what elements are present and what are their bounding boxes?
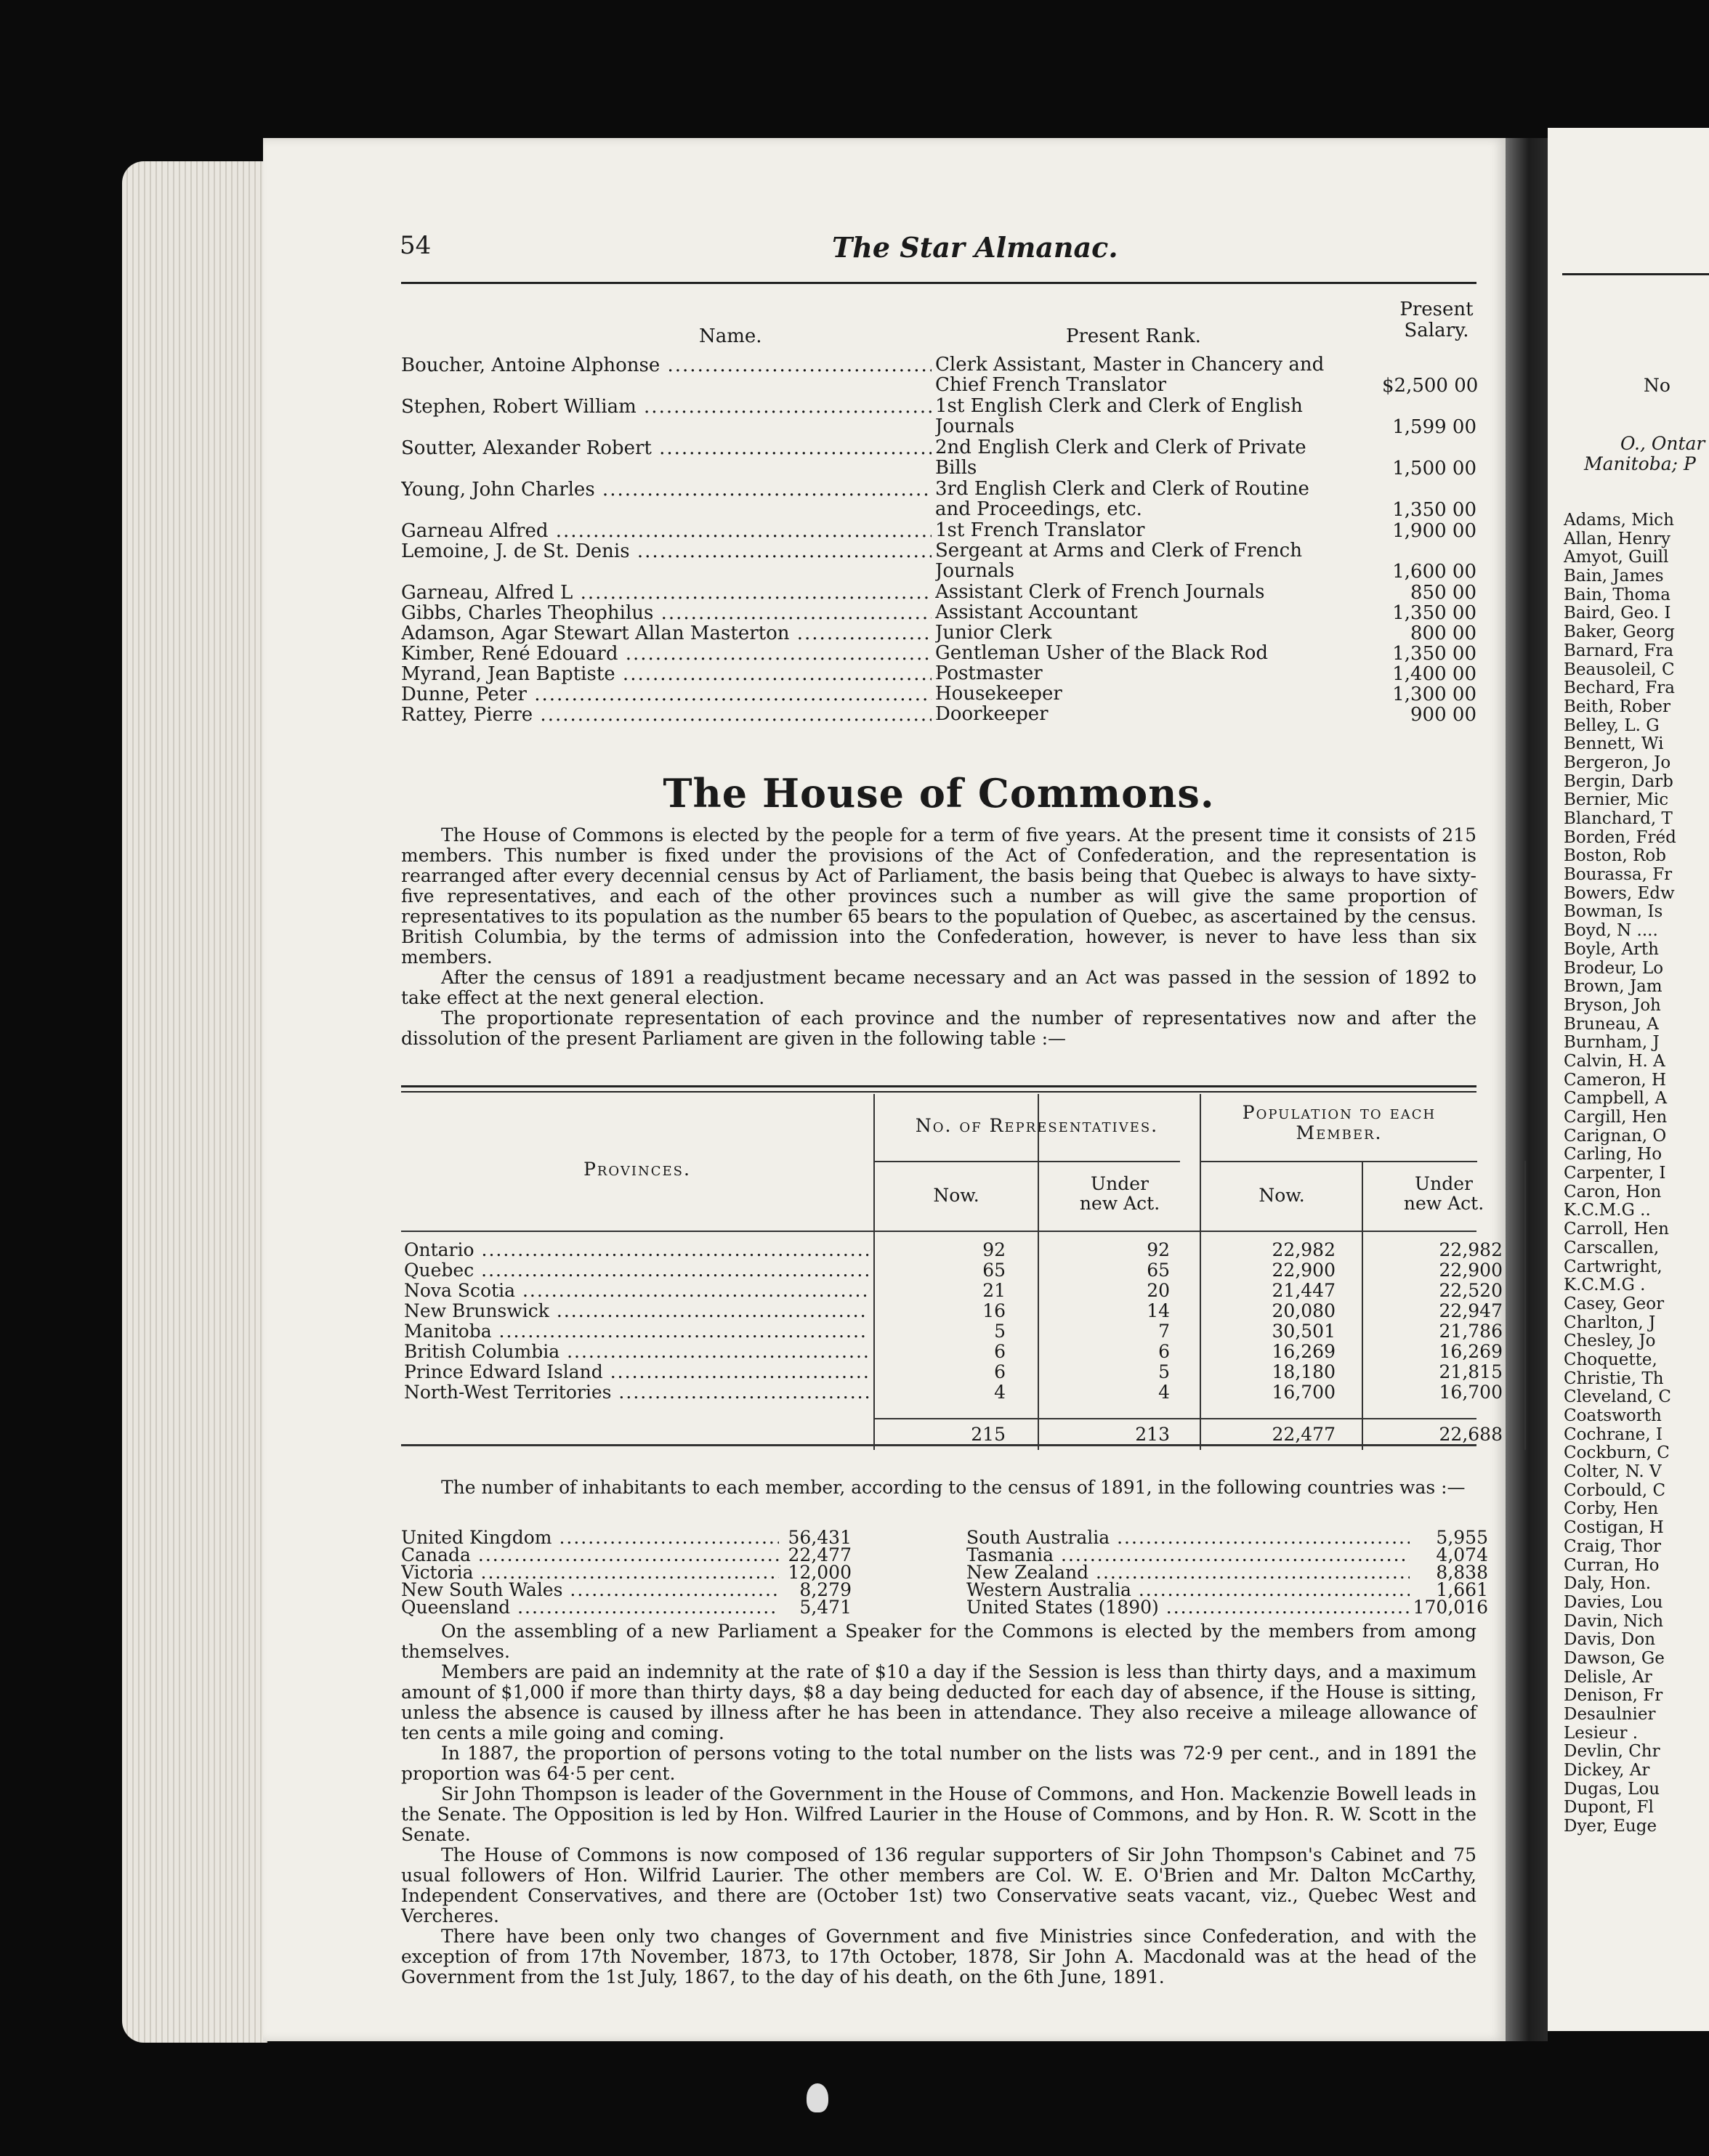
staff-rank: Clerk Assistant, Master in Chancery and Chief French Translator xyxy=(935,354,1325,395)
paragraph: Sir John Thompson is leader of the Government in the House of Commons, and Hon. Mackenzie Bowell leads in the Senate. The Opposition is led by Hon. Wilfred Laurier in the House of Commons, and by Hon. R. W. Scott in the Senate. xyxy=(401,1783,1476,1845)
country-value: 8,279 xyxy=(799,1579,852,1600)
staff-row xyxy=(401,623,1476,643)
country-name: South Australia ..... xyxy=(966,1527,1410,1548)
facing-page-name: Blanchard, T xyxy=(1564,809,1673,828)
total-reps-new: 213 xyxy=(1135,1424,1170,1445)
facing-page-name: Christie, Th xyxy=(1564,1369,1664,1388)
facing-page-name: Colter, N. V xyxy=(1564,1462,1662,1482)
staff-name: Myrand, Jean Baptiste ..... xyxy=(401,663,932,685)
facing-page-name: K.C.M.G . xyxy=(1564,1276,1646,1295)
staff-rank: 1st English Clerk and Clerk of English Journals xyxy=(935,396,1303,437)
staff-salary: 1,600 00 xyxy=(1392,561,1476,583)
staff-salary: $2,500 00 xyxy=(1382,375,1479,397)
country-name: United Kingdom ..... xyxy=(401,1527,779,1548)
pop-now: 20,080 xyxy=(1272,1300,1336,1321)
facing-page-name: Bechard, Fra xyxy=(1564,678,1675,698)
facing-page-name: Baker, Georg xyxy=(1564,623,1675,642)
facing-page-name: Calvin, H. A xyxy=(1564,1051,1665,1071)
staff-name: Boucher, Antoine Alphonse ..... xyxy=(401,354,932,376)
facing-page-name: Cockburn, C xyxy=(1564,1443,1670,1463)
facing-page xyxy=(1548,128,1709,2031)
reps-new: 14 xyxy=(1147,1300,1170,1321)
facing-page-name: Delisle, Ar xyxy=(1564,1667,1652,1687)
staff-salary: 1,350 00 xyxy=(1392,643,1476,665)
staff-row xyxy=(401,684,1476,704)
paragraph: There have been only two changes of Government and five Ministries since Confederation, and with the exception of from 17th November, 1873, to 17th October, 1878, Sir John A. Macdonald was at the head of the Government from the 1st July, 1867, to the day of his death, on the 6th June, 1891. xyxy=(401,1926,1476,1987)
staff-salary: 1,350 00 xyxy=(1392,499,1476,521)
facing-page-name: Dyer, Euge xyxy=(1564,1817,1657,1836)
table-rule xyxy=(875,1161,1180,1162)
facing-page-name: Bergeron, Jo xyxy=(1564,753,1671,772)
paragraph: On the assembling of a new Parliament a Speaker for the Commons is elected by the members from among themselves. xyxy=(401,1621,1476,1662)
facing-page-name: Bryson, Joh xyxy=(1564,995,1661,1015)
reps-new: 5 xyxy=(1158,1361,1170,1382)
staff-salary: 1,500 00 xyxy=(1392,458,1476,479)
country-row xyxy=(966,1527,1488,1548)
facing-page-name: Cameron, H xyxy=(1564,1070,1667,1090)
table-divider xyxy=(1524,1161,1526,1450)
country-row xyxy=(401,1579,852,1600)
country-name: New South Wales ..... xyxy=(401,1579,779,1600)
staff-row xyxy=(401,704,1476,724)
staff-table xyxy=(401,354,1479,726)
reps-now: 6 xyxy=(994,1361,1006,1382)
facing-page-name: Carpenter, I xyxy=(1564,1164,1666,1183)
pop-new: 22,947 xyxy=(1439,1300,1503,1321)
facing-page-name: Dawson, Ge xyxy=(1564,1648,1665,1668)
reps-now: 6 xyxy=(994,1341,1006,1362)
staff-salary: 1,400 00 xyxy=(1392,663,1476,685)
facing-page-name: Beith, Rober xyxy=(1564,697,1671,716)
pop-now: 18,180 xyxy=(1272,1361,1336,1382)
facing-page-name: Cochrane, I xyxy=(1564,1424,1662,1444)
column-header-pop-new: Under new Act. xyxy=(1403,1173,1484,1214)
facing-page-name: Brown, Jam xyxy=(1564,977,1662,997)
facing-page-name: Carscallen, xyxy=(1564,1238,1660,1257)
intro-text xyxy=(401,825,1476,1049)
facing-page-name: Craig, Thor xyxy=(1564,1536,1662,1556)
column-group-population: Population to each Member. xyxy=(1242,1102,1437,1143)
pop-new: 16,700 xyxy=(1439,1382,1503,1403)
facing-page-name: Daly, Hon. xyxy=(1564,1574,1652,1594)
staff-rank: Postmaster xyxy=(935,663,1043,684)
facing-page-heading: No xyxy=(1644,375,1670,396)
reps-now: 16 xyxy=(982,1300,1006,1321)
country-name: Tasmania ..... xyxy=(966,1544,1410,1565)
staff-rank: Assistant Clerk of French Journals xyxy=(935,582,1265,602)
inhabitants-list-right xyxy=(966,1527,1488,1618)
staff-name: Gibbs, Charles Theophilus ..... xyxy=(401,602,932,624)
header-rule xyxy=(401,282,1476,284)
column-header-salary: Present Salary. xyxy=(1399,299,1474,341)
staff-row xyxy=(401,663,1476,684)
staff-rank: Gentleman Usher of the Black Rod xyxy=(935,643,1269,663)
staff-rank: Junior Clerk xyxy=(935,623,1052,643)
provinces-table xyxy=(401,1085,1503,1450)
facing-page-name: Bruneau, A xyxy=(1564,1014,1659,1034)
column-group-representatives: No. of Representatives. xyxy=(915,1115,1159,1136)
table-rule xyxy=(401,1231,1476,1232)
staff-rank: Sergeant at Arms and Clerk of French Journals xyxy=(935,540,1302,581)
paragraph: After the census of 1891 a readjustment became necessary and an Act was passed in the session of 1892 to take effect at the next general election. xyxy=(401,967,1476,1008)
facing-page-name: Bowman, Is xyxy=(1564,902,1663,922)
pop-now: 22,982 xyxy=(1272,1239,1336,1260)
facing-page-name: Costigan, H xyxy=(1564,1518,1664,1538)
paragraph: In 1887, the proportion of persons voting to the total number on the lists was 72·9 per cent., and in 1891 the proportion was 64·5 per cent. xyxy=(401,1743,1476,1784)
staff-row xyxy=(401,540,1476,582)
staff-name: Garneau Alfred ..... xyxy=(401,520,932,542)
facing-page-name: Dickey, Ar xyxy=(1564,1761,1650,1780)
staff-row xyxy=(401,437,1476,479)
facing-page-name: Boyle, Arth xyxy=(1564,939,1659,959)
staff-salary: 1,300 00 xyxy=(1392,684,1476,705)
staff-rank: 3rd English Clerk and Clerk of Routine and Proceedings, etc. xyxy=(935,479,1309,519)
facing-page-name: Desaulnier xyxy=(1564,1705,1656,1724)
pop-new: 22,982 xyxy=(1439,1239,1503,1260)
pop-new: 22,520 xyxy=(1439,1280,1503,1301)
staff-row xyxy=(401,602,1476,623)
pop-now: 30,501 xyxy=(1272,1321,1336,1342)
reps-now: 5 xyxy=(994,1321,1006,1342)
country-value: 8,838 xyxy=(1436,1562,1488,1583)
facing-page-name: Chesley, Jo xyxy=(1564,1332,1656,1351)
reps-now: 21 xyxy=(982,1280,1006,1301)
facing-page-name: Denison, Fr xyxy=(1564,1686,1663,1706)
facing-page-name: Cleveland, C xyxy=(1564,1387,1671,1407)
facing-page-name: Bennett, Wi xyxy=(1564,734,1664,754)
paragraph: The number of inhabitants to each member, according to the census of 1891, in the following countries was :— xyxy=(441,1477,1466,1498)
province-name: Prince Edward Island ..... xyxy=(404,1361,869,1380)
facing-page-name: Brodeur, Lo xyxy=(1564,958,1664,978)
province-name: British Columbia ..... xyxy=(404,1341,869,1360)
staff-rank: 1st French Translator xyxy=(935,520,1145,540)
country-row xyxy=(966,1597,1488,1618)
column-header-pop-now: Now. xyxy=(1258,1185,1305,1206)
column-header-provinces: Provinces. xyxy=(583,1159,691,1180)
province-name: North-West Territories ..... xyxy=(404,1382,869,1401)
reps-now: 4 xyxy=(994,1382,1006,1403)
staff-salary: 850 00 xyxy=(1410,582,1476,604)
country-name: Queensland ..... xyxy=(401,1597,779,1618)
column-header-reps-new: Under new Act. xyxy=(1079,1173,1160,1214)
facing-page-name: Boyd, N .... xyxy=(1564,921,1658,941)
facing-page-name: Bourassa, Fr xyxy=(1564,865,1673,885)
table-rule xyxy=(1201,1161,1477,1162)
province-name: Ontario ..... xyxy=(404,1239,869,1258)
total-pop-now: 22,477 xyxy=(1272,1424,1336,1445)
facing-page-name: Carroll, Hen xyxy=(1564,1220,1669,1239)
country-name: United States (1890) ..... xyxy=(966,1597,1410,1618)
reps-new: 20 xyxy=(1147,1280,1170,1301)
facing-page-name: Davies, Lou xyxy=(1564,1592,1663,1612)
staff-salary: 1,599 00 xyxy=(1392,416,1476,438)
pop-new: 21,786 xyxy=(1439,1321,1503,1342)
total-reps-now: 215 xyxy=(971,1424,1006,1445)
country-value: 1,661 xyxy=(1436,1579,1488,1600)
staff-name: Adamson, Agar Stewart Allan Masterton ..... xyxy=(401,623,932,644)
section-heading: The House of Commons. xyxy=(663,770,1215,816)
facing-page-name: Carignan, O xyxy=(1564,1126,1667,1146)
country-value: 5,955 xyxy=(1436,1527,1488,1548)
reps-now: 65 xyxy=(982,1260,1006,1281)
staff-rank: 2nd English Clerk and Clerk of Private Bills xyxy=(935,437,1306,478)
page-number: 54 xyxy=(400,231,432,260)
facing-page-name: Davin, Nich xyxy=(1564,1611,1664,1631)
reps-new: 4 xyxy=(1158,1382,1170,1403)
facing-page-name: Cargill, Hen xyxy=(1564,1108,1668,1127)
staff-name: Young, John Charles ..... xyxy=(401,479,932,500)
facing-page-name: Devlin, Chr xyxy=(1564,1742,1660,1762)
facing-page-name: Curran, Ho xyxy=(1564,1555,1660,1575)
paragraph: The House of Commons is now composed of 136 regular supporters of Sir John Thompson's Cabinet and 75 usual followers of Hon. Wilfrid Laurier. The other members are Col. W. E. O'Brien and Mr. Dalton McCarthy, Independent Conservatives, and there are (October 1st) two Conservative seats vacant, viz., Quebec West and Vercheres. xyxy=(401,1844,1476,1926)
staff-name: Kimber, René Edouard ..... xyxy=(401,643,932,665)
country-value: 22,477 xyxy=(788,1544,852,1565)
facing-page-name: Caron, Hon xyxy=(1564,1182,1662,1201)
facing-page-name: Bowers, Edw xyxy=(1564,883,1675,903)
reps-new: 65 xyxy=(1147,1260,1170,1281)
staff-salary: 1,350 00 xyxy=(1392,602,1476,624)
facing-page-name: Charlton, J xyxy=(1564,1313,1656,1332)
facing-page-name: Campbell, A xyxy=(1564,1089,1668,1109)
inhabitants-list-left xyxy=(401,1527,852,1618)
staff-row xyxy=(401,396,1476,437)
facing-page-name: Casey, Geor xyxy=(1564,1294,1665,1313)
staff-name: Garneau, Alfred L ..... xyxy=(401,582,932,604)
facing-page-name: Davis, Don xyxy=(1564,1630,1656,1650)
facing-page-name: Boston, Rob xyxy=(1564,846,1666,866)
facing-page-name: Burnham, J xyxy=(1564,1033,1660,1053)
total-pop-new: 22,688 xyxy=(1439,1424,1503,1445)
pop-new: 16,269 xyxy=(1439,1341,1503,1362)
column-header-reps-now: Now. xyxy=(933,1185,979,1206)
pop-now: 22,900 xyxy=(1272,1260,1336,1281)
table-rule xyxy=(401,1091,1476,1093)
province-name: Nova Scotia ..... xyxy=(404,1280,869,1299)
country-row xyxy=(401,1544,852,1565)
facing-page-rule xyxy=(1562,273,1709,275)
country-row xyxy=(401,1562,852,1583)
staff-name: Lemoine, J. de St. Denis ..... xyxy=(401,540,932,562)
staff-table-header xyxy=(401,298,1476,356)
country-value: 56,431 xyxy=(788,1527,852,1548)
country-name: Western Australia ..... xyxy=(966,1579,1410,1600)
facing-page-subheading: O., Ontar xyxy=(1620,433,1705,454)
table-rule xyxy=(875,1418,1476,1419)
facing-page-name: Barnard, Fra xyxy=(1564,641,1674,660)
staff-name: Soutter, Alexander Robert ..... xyxy=(401,437,932,459)
reps-new: 92 xyxy=(1147,1239,1170,1260)
paragraph: Members are paid an indemnity at the rate of $10 a day if the Session is less than thirty days, and a maximum amount of $1,000 if more than thirty days, $8 a day being deducted for each day of absence, if the House is sitting, unless the absence is caused by illness after he has been in attendance. They also receive a mileage allowance of ten cents a mile going and coming. xyxy=(401,1661,1476,1743)
staff-row xyxy=(401,479,1476,520)
book-page-edges xyxy=(122,161,267,2043)
country-value: 5,471 xyxy=(799,1597,852,1618)
facing-page-name: Cartwright, xyxy=(1564,1257,1662,1276)
province-name: Quebec ..... xyxy=(404,1260,869,1278)
country-value: 12,000 xyxy=(788,1562,852,1583)
pop-new: 21,815 xyxy=(1439,1361,1503,1382)
facing-page-name: Corby, Hen xyxy=(1564,1499,1659,1519)
staff-row xyxy=(401,582,1476,602)
facing-page-name: Amyot, Guill xyxy=(1564,548,1669,567)
facing-page-name: K.C.M.G .. xyxy=(1564,1201,1651,1220)
facing-page-name: Adams, Mich xyxy=(1564,511,1674,530)
staff-rank: Doorkeeper xyxy=(935,704,1049,724)
country-row xyxy=(401,1597,852,1618)
facing-page-name: Dupont, Fl xyxy=(1564,1798,1654,1817)
reps-now: 92 xyxy=(982,1239,1006,1260)
facing-page-name: Beausoleil, C xyxy=(1564,660,1675,679)
facing-page-subheading: Manitoba; P xyxy=(1584,453,1696,474)
country-row xyxy=(966,1544,1488,1565)
paragraph: The proportionate representation of each province and the number of representatives now and after the dissolution of the present Parliament are given in the following table :— xyxy=(401,1008,1476,1049)
page-title: The Star Almanac. xyxy=(832,231,1118,264)
paragraph: The House of Commons is elected by the people for a term of five years. At the present time it consists of 215 members. This number is fixed under the provisions of the Act of Confederation, and the representation is rearranged after every decennial census by Act of Parliament, the basis being that Quebec is always to have sixty-five representatives, and each of the other provinces such a number as will give the same proportion of representatives to its population as the number 65 bears to the population of Quebec, as ascertained by the census. British Columbia, by the terms of admission into the Confederation, however, is never to have less than six members. xyxy=(401,824,1476,968)
staff-salary: 900 00 xyxy=(1410,704,1476,726)
facing-page-name: Bain, James xyxy=(1564,567,1664,586)
facing-page-name: Belley, L. G xyxy=(1564,716,1660,735)
closing-text xyxy=(401,1621,1476,1987)
staff-rank: Housekeeper xyxy=(935,684,1062,704)
country-value: 4,074 xyxy=(1436,1544,1488,1565)
facing-page-member-list xyxy=(1564,511,1676,1836)
facing-page-name: Corbould, C xyxy=(1564,1480,1666,1500)
inhabitants-intro xyxy=(401,1478,1476,1498)
pop-new: 22,900 xyxy=(1439,1260,1503,1281)
staff-row xyxy=(401,354,1479,397)
country-name: Victoria ..... xyxy=(401,1562,779,1583)
facing-page-name: Allan, Henry xyxy=(1564,529,1670,548)
reps-new: 6 xyxy=(1158,1341,1170,1362)
staff-name: Stephen, Robert William ..... xyxy=(401,396,932,418)
book-gutter xyxy=(1506,138,1548,2041)
column-header-name: Name. xyxy=(699,325,762,347)
province-name: Manitoba ..... xyxy=(404,1321,869,1340)
reps-new: 7 xyxy=(1158,1321,1170,1342)
pop-now: 16,269 xyxy=(1272,1341,1336,1362)
staff-name: Dunne, Peter ..... xyxy=(401,684,932,705)
staff-row xyxy=(401,643,1476,663)
country-row xyxy=(966,1562,1488,1583)
facing-page-name: Coatsworth xyxy=(1564,1406,1662,1425)
staff-salary: 1,900 00 xyxy=(1392,520,1476,542)
country-row xyxy=(966,1579,1488,1600)
facing-page-name: Bergin, Darb xyxy=(1564,771,1673,791)
province-name: New Brunswick ..... xyxy=(404,1300,869,1319)
facing-page-name: Bernier, Mic xyxy=(1564,790,1669,810)
facing-page-name: Dugas, Lou xyxy=(1564,1779,1660,1799)
facing-page-name: Bain, Thoma xyxy=(1564,585,1670,604)
facing-page-name: Borden, Fréd xyxy=(1564,827,1676,847)
running-head xyxy=(400,231,1482,267)
facing-page-name: Baird, Geo. I xyxy=(1564,604,1671,623)
country-name: New Zealand ..... xyxy=(966,1562,1410,1583)
staff-salary: 800 00 xyxy=(1410,623,1476,644)
country-name: Canada ..... xyxy=(401,1544,779,1565)
pop-now: 16,700 xyxy=(1272,1382,1336,1403)
staff-row xyxy=(401,520,1476,540)
facing-page-name: Lesieur . xyxy=(1564,1723,1639,1743)
staff-rank: Assistant Accountant xyxy=(935,602,1138,623)
column-header-rank: Present Rank. xyxy=(1066,325,1201,347)
facing-page-name: Choquette, xyxy=(1564,1350,1657,1369)
clip-artifact xyxy=(807,2083,828,2112)
pop-now: 21,447 xyxy=(1272,1280,1336,1301)
facing-page-name: Carling, Ho xyxy=(1564,1145,1662,1164)
table-rule xyxy=(401,1085,1476,1087)
staff-name: Rattey, Pierre ..... xyxy=(401,704,932,726)
country-row xyxy=(401,1527,852,1548)
country-value: 170,016 xyxy=(1413,1597,1488,1618)
